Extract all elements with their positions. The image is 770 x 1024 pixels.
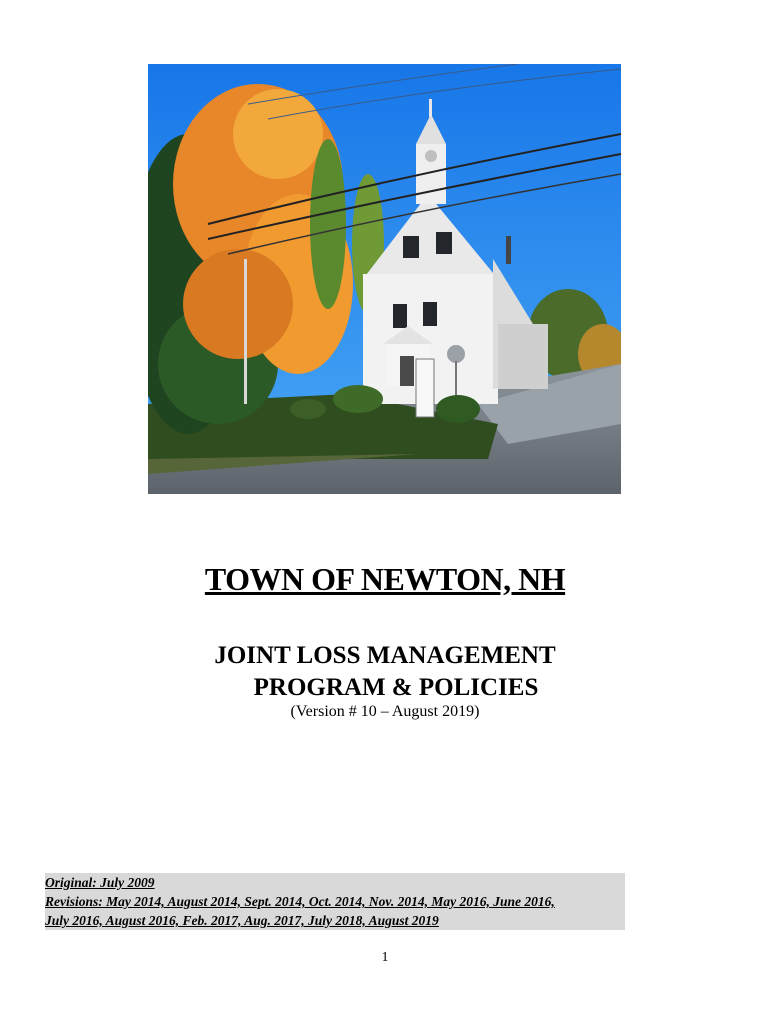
- page-number: 1: [381, 950, 389, 965]
- original-date: [45, 873, 625, 892]
- revisions-line-1: [45, 892, 625, 911]
- revision-history: [45, 873, 625, 930]
- subtitle-line-2: PROGRAM & POLICIES: [253, 674, 539, 701]
- church-photo: [148, 64, 621, 494]
- subtitle-line-1: JOINT LOSS MANAGEMENT: [214, 642, 556, 669]
- original-date-text: Original: July 2009: [45, 875, 155, 890]
- revisions-line-2: [45, 911, 625, 930]
- revisions-line-2-text: July 2016, August 2016, Feb. 2017, Aug. 2017, July 2018, August 2019: [45, 913, 439, 928]
- document-title: TOWN OF NEWTON, NH: [204, 561, 566, 597]
- version-label: (Version # 10 – August 2019): [290, 703, 480, 720]
- revisions-line-1-text: Revisions: May 2014, August 2014, Sept. 2014, Oct. 2014, Nov. 2014, May 2016, June 2016,: [45, 894, 555, 909]
- document-subtitle: [0, 640, 770, 704]
